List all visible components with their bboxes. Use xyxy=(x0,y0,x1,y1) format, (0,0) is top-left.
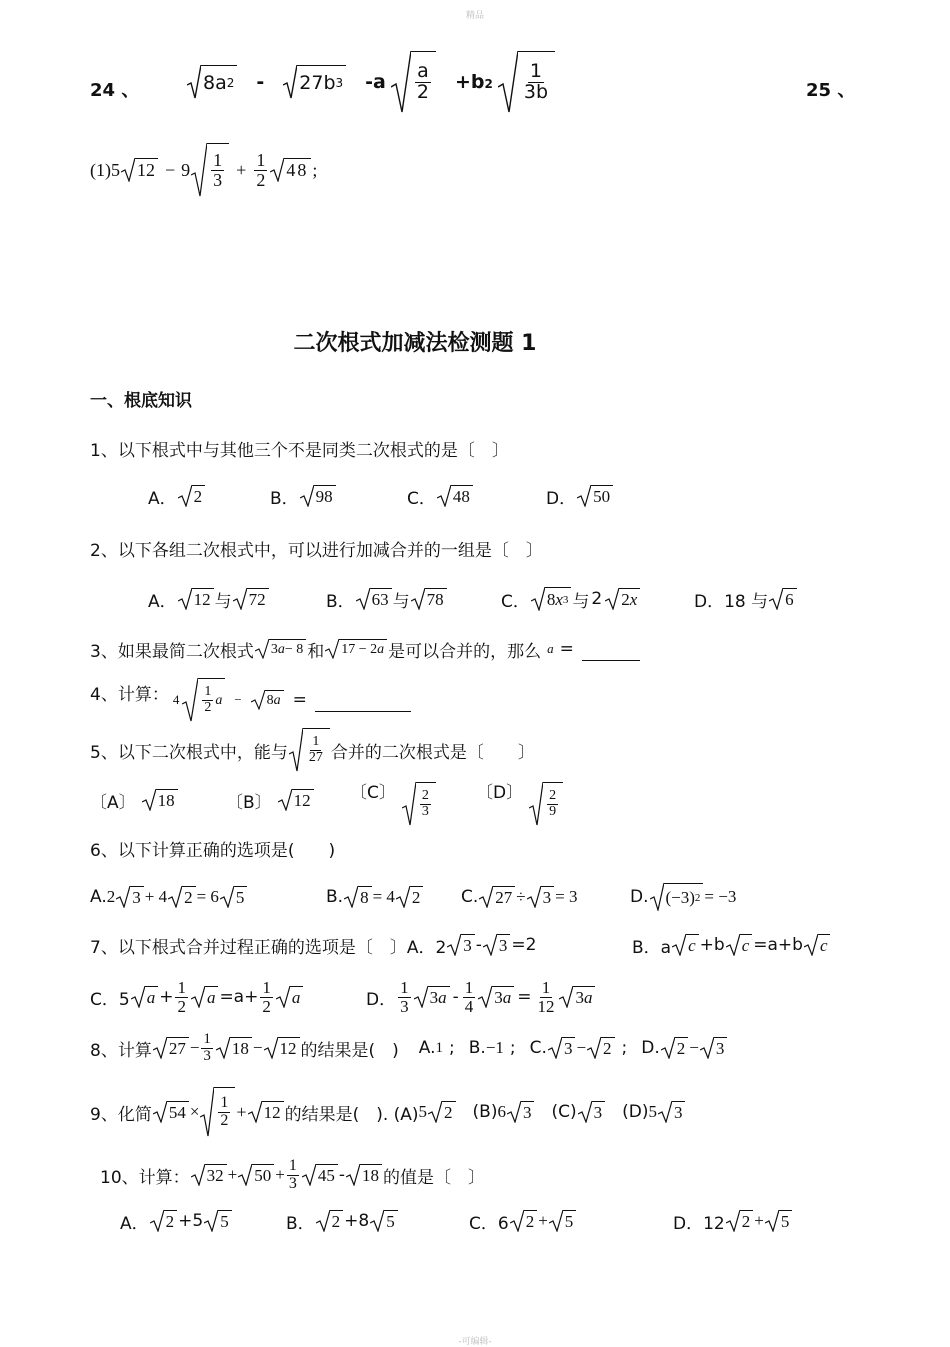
q6-option-d: D. (−3) 2 = −3 xyxy=(630,880,736,914)
q25-part1-expression: (1) 5 12 − 9 $\frac{1}{3}$ + $\frac{1}{2}$ 48 ; xyxy=(90,140,317,200)
q2-option-c: C． 8 x 3 与 2 2 x xyxy=(501,584,641,614)
section-heading: 一、根底知识 xyxy=(90,391,192,411)
q1-stem: 1、以下根式中与其他三个不是同类二次根式的是〔 〕 xyxy=(90,441,509,461)
q2-option-a: A． 12 与 72 xyxy=(148,584,270,614)
page-title: 二次根式加减法检测题 1 xyxy=(293,331,537,356)
q10-option-a: A． 2 +5 5 xyxy=(120,1206,233,1236)
q5-option-b: 〔B〕 12 xyxy=(226,778,315,822)
q8-line: 8、计算 27 − $\frac{1}{3}$ 18 − 12 的结果是( ) A. 1 ; B. −1 ; C. 3 − 2 ; D. 2 − 3 xyxy=(90,1026,728,1070)
q1-option-b: B． 98 xyxy=(270,482,337,510)
q3-answer-blank[interactable] xyxy=(582,638,640,661)
q6-option-b: B. 8 = 4 2 xyxy=(326,882,424,912)
q7-option-d: D． $\frac{1}{3}$ 3 a - $\frac{1}{4}$ 3 a = $\frac{1}{12}$ 3 a xyxy=(366,972,596,1022)
q5-line: 5、以下二次根式中，能与 $\frac{1}{27}$ 合并的二次根式是〔 〕 xyxy=(90,726,535,774)
q10-option-d: D．12 2 + 5 xyxy=(673,1206,793,1236)
q25-part1-label: (1) xyxy=(90,159,111,180)
q7-option-b: B．a c +b c =a+b c xyxy=(632,930,831,960)
q1-option-d: D． 50 xyxy=(546,482,614,510)
q5-option-d: 〔D〕 $\frac{2}{9}$ xyxy=(476,778,564,826)
q4-answer-blank[interactable] xyxy=(315,689,411,712)
q6-option-a: A. 2 3 + 4 2 = 6 5 xyxy=(90,882,248,912)
q5-option-c: 〔C〕 $\frac{2}{3}$ xyxy=(350,778,437,826)
q25-label: 25 、 xyxy=(806,80,856,101)
q6-option-c: C. 27 ÷ 3 = 3 xyxy=(461,887,578,907)
header-watermark: 精品 xyxy=(465,11,484,21)
q3-line: 3、如果最简二次根式 3 a − 8 和 17 − 2 a 是可以合并的，那么 a = xyxy=(90,634,640,664)
q2-option-d: D．18 与 6 xyxy=(694,584,798,614)
q5-option-a: 〔A〕 18 xyxy=(90,778,179,822)
q24-label: 24 、 xyxy=(90,80,140,101)
q1-option-a: A． 2 xyxy=(148,482,206,510)
q10-option-b: B． 2 +8 5 xyxy=(286,1206,399,1236)
q7-line: 7、以下根式合并过程正确的选项是〔 〕A．2 3 - 3 =2 xyxy=(90,935,537,958)
q10-line: 10、计算： 32 + 50 + $\frac{1}{3}$ 45 - 18 的值是〔 〕 xyxy=(100,1156,485,1192)
q2-stem: 2、以下各组二次根式中，可以进行加减合并的一组是〔 〕 xyxy=(90,541,543,561)
q6-stem: 6、以下计算正确的选项是( ) xyxy=(90,841,336,861)
q10-option-c: C．6 2 + 5 xyxy=(469,1206,577,1236)
q1-option-c: C． 48 xyxy=(407,482,474,510)
q4-line: 4、计算： 4 $\frac{1}{2}$ a − 8 a = xyxy=(90,676,411,724)
q24-expression: 8a 2 - 27b 3 -a $\frac{a}{2}$ +b2 $\frac{1}{3b}$ xyxy=(186,52,556,112)
q9-line: 9、化简 54 × $\frac{1}{2}$ + 12 的结果是( ). (A) 5 2 (B) 6 3 (C) 3 (D) 5 3 xyxy=(90,1086,686,1138)
q2-option-b: B． 63 与 78 xyxy=(326,584,448,614)
footer-watermark: -可编辑- xyxy=(458,1337,492,1347)
q7-option-c: C．5 a + $\frac{1}{2}$ a =a+ $\frac{1}{2}$ a xyxy=(90,972,304,1022)
